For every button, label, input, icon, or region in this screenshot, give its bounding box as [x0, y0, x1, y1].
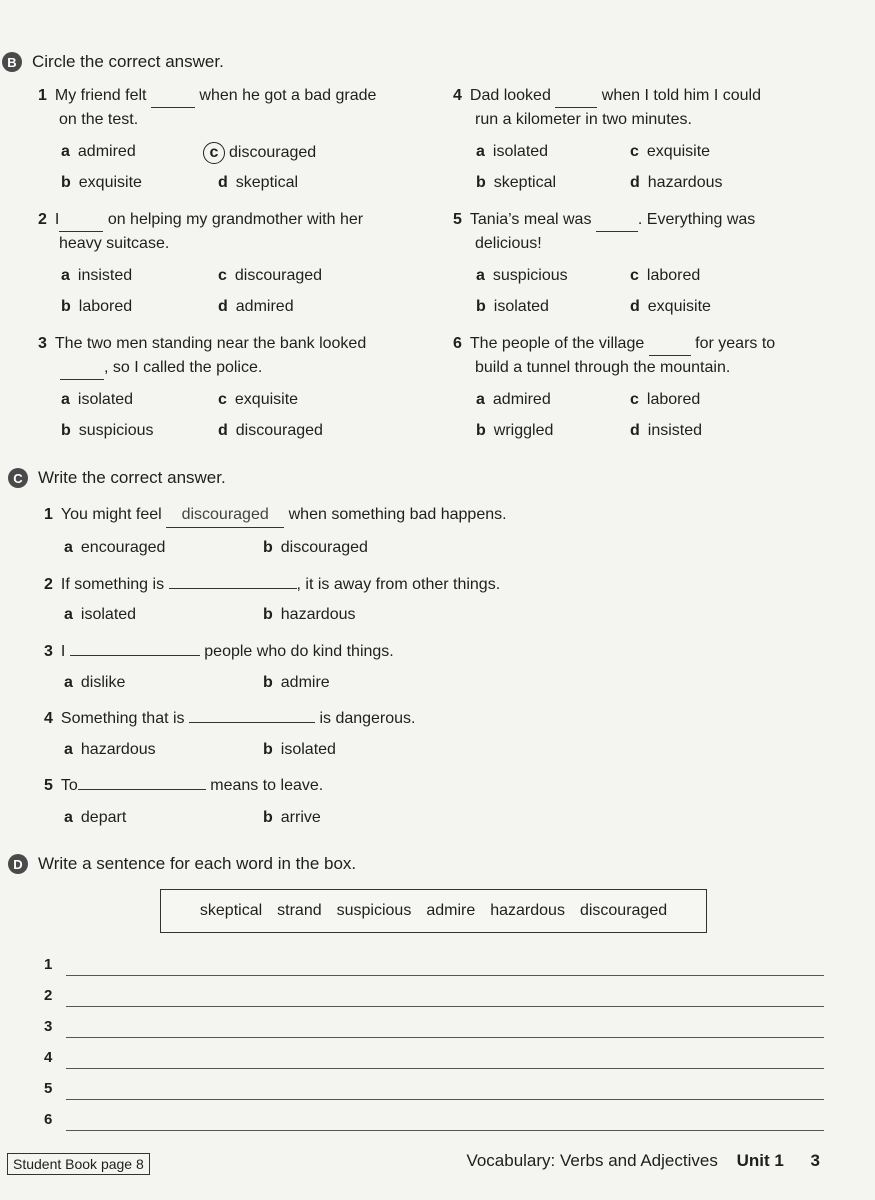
- footer-topic: Vocabulary: Verbs and Adjectives: [466, 1151, 718, 1170]
- word-item: strand: [277, 902, 322, 919]
- question-c3: 3 I people who do kind things.: [44, 637, 394, 664]
- option-b2-c[interactable]: c discouraged: [218, 267, 323, 284]
- writing-line-5[interactable]: 5: [44, 1080, 824, 1104]
- option-c5-b[interactable]: b arrive: [263, 809, 321, 826]
- section-b-title: Circle the correct answer.: [32, 52, 224, 71]
- word-item: discouraged: [579, 902, 668, 919]
- option-c5-a[interactable]: a depart: [64, 809, 127, 826]
- option-b3-d[interactable]: d discouraged: [218, 422, 323, 439]
- question-b1: 1 My friend felt when he got a bad grade on the test.: [38, 87, 377, 128]
- answer-field[interactable]: [78, 771, 206, 790]
- option-b3-b[interactable]: b suspicious: [61, 422, 154, 439]
- option-b1-b[interactable]: b exquisite: [61, 174, 142, 191]
- answer-field[interactable]: [189, 704, 315, 723]
- answer-blank[interactable]: [596, 213, 638, 232]
- circle-mark: c: [203, 142, 225, 164]
- option-b6-c[interactable]: c labored: [630, 391, 701, 408]
- section-d-title: Write a sentence for each word in the box.: [38, 854, 357, 873]
- answer-blank[interactable]: [151, 89, 195, 108]
- option-b1-a[interactable]: a admired: [61, 143, 136, 160]
- question-b5: 5 Tania’s meal was . Everything was delicious!: [453, 211, 756, 252]
- option-b6-b[interactable]: b wriggled: [476, 422, 554, 439]
- option-b5-b[interactable]: b isolated: [476, 298, 549, 315]
- answer-field[interactable]: [169, 570, 297, 589]
- answer-blank[interactable]: [555, 89, 597, 108]
- option-c4-b[interactable]: b isolated: [263, 741, 336, 758]
- question-c2: 2 If something is , it is away from other things.: [44, 570, 500, 597]
- option-b3-c[interactable]: c exquisite: [218, 391, 299, 408]
- word-item: hazardous: [490, 902, 565, 919]
- section-c-title: Write the correct answer.: [38, 468, 226, 487]
- question-b2: 2 I on helping my grandmother with her heavy suitcase.: [38, 211, 364, 252]
- section-c-heading: [8, 468, 226, 488]
- option-c2-a[interactable]: a isolated: [64, 606, 137, 623]
- answer-blank[interactable]: [59, 213, 103, 232]
- writing-line-3[interactable]: 3: [44, 1018, 824, 1042]
- word-box: [160, 889, 707, 933]
- option-b2-b[interactable]: b labored: [61, 298, 133, 315]
- option-c3-a[interactable]: a dislike: [64, 674, 126, 691]
- word-item: suspicious: [336, 902, 412, 919]
- writing-line-6[interactable]: 6: [44, 1111, 824, 1135]
- option-c1-a[interactable]: a encouraged: [64, 539, 166, 556]
- option-b4-d[interactable]: d hazardous: [630, 174, 723, 191]
- answer-field[interactable]: discouraged: [166, 503, 284, 528]
- option-b5-d[interactable]: d exquisite: [630, 298, 711, 315]
- option-b4-a[interactable]: a isolated: [476, 143, 549, 160]
- book-reference: Student Book page 8: [7, 1153, 150, 1175]
- word-item: admire: [426, 902, 476, 919]
- option-b3-a[interactable]: a isolated: [61, 391, 134, 408]
- option-b1-c-circled[interactable]: c discouraged: [203, 142, 316, 164]
- option-b4-b[interactable]: b skeptical: [476, 174, 557, 191]
- option-b2-a[interactable]: a insisted: [61, 267, 133, 284]
- option-c3-b[interactable]: b admire: [263, 674, 330, 691]
- option-b5-a[interactable]: a suspicious: [476, 267, 568, 284]
- option-c2-b[interactable]: b hazardous: [263, 606, 356, 623]
- section-b-heading: [2, 52, 224, 72]
- question-c4: 4 Something that is is dangerous.: [44, 704, 416, 731]
- writing-line-4[interactable]: 4: [44, 1049, 824, 1073]
- option-b5-c[interactable]: c labored: [630, 267, 701, 284]
- writing-line-1[interactable]: 1: [44, 956, 824, 980]
- option-b1-d[interactable]: d skeptical: [218, 174, 299, 191]
- option-c1-b[interactable]: b discouraged: [263, 539, 368, 556]
- question-b4: 4 Dad looked when I told him I could run a kilometer in two minutes.: [453, 87, 761, 128]
- answer-field[interactable]: [70, 637, 200, 656]
- footer-info: [466, 1151, 820, 1171]
- question-c5: 5 To means to leave.: [44, 771, 323, 798]
- footer-unit: Unit 1: [736, 1151, 784, 1170]
- section-d-badge: D: [8, 854, 28, 874]
- page-number: 3: [810, 1151, 820, 1170]
- section-c-badge: C: [8, 468, 28, 488]
- section-b-badge: B: [2, 52, 22, 72]
- writing-line-2[interactable]: 2: [44, 987, 824, 1011]
- option-b6-a[interactable]: a admired: [476, 391, 551, 408]
- option-c4-a[interactable]: a hazardous: [64, 741, 156, 758]
- question-c1: 1 You might feel discouraged when something bad happens.: [44, 503, 507, 528]
- word-item: skeptical: [199, 902, 263, 919]
- answer-blank[interactable]: [60, 361, 104, 380]
- option-b4-c[interactable]: c exquisite: [630, 143, 711, 160]
- question-b3: 3 The two men standing near the bank looked , so I called the police.: [38, 332, 366, 380]
- option-b6-d[interactable]: d insisted: [630, 422, 703, 439]
- option-b2-d[interactable]: d admired: [218, 298, 294, 315]
- question-b6: 6 The people of the village for years to build a tunnel through the mountain.: [453, 335, 776, 376]
- answer-blank[interactable]: [649, 337, 691, 356]
- section-d-heading: [8, 854, 356, 874]
